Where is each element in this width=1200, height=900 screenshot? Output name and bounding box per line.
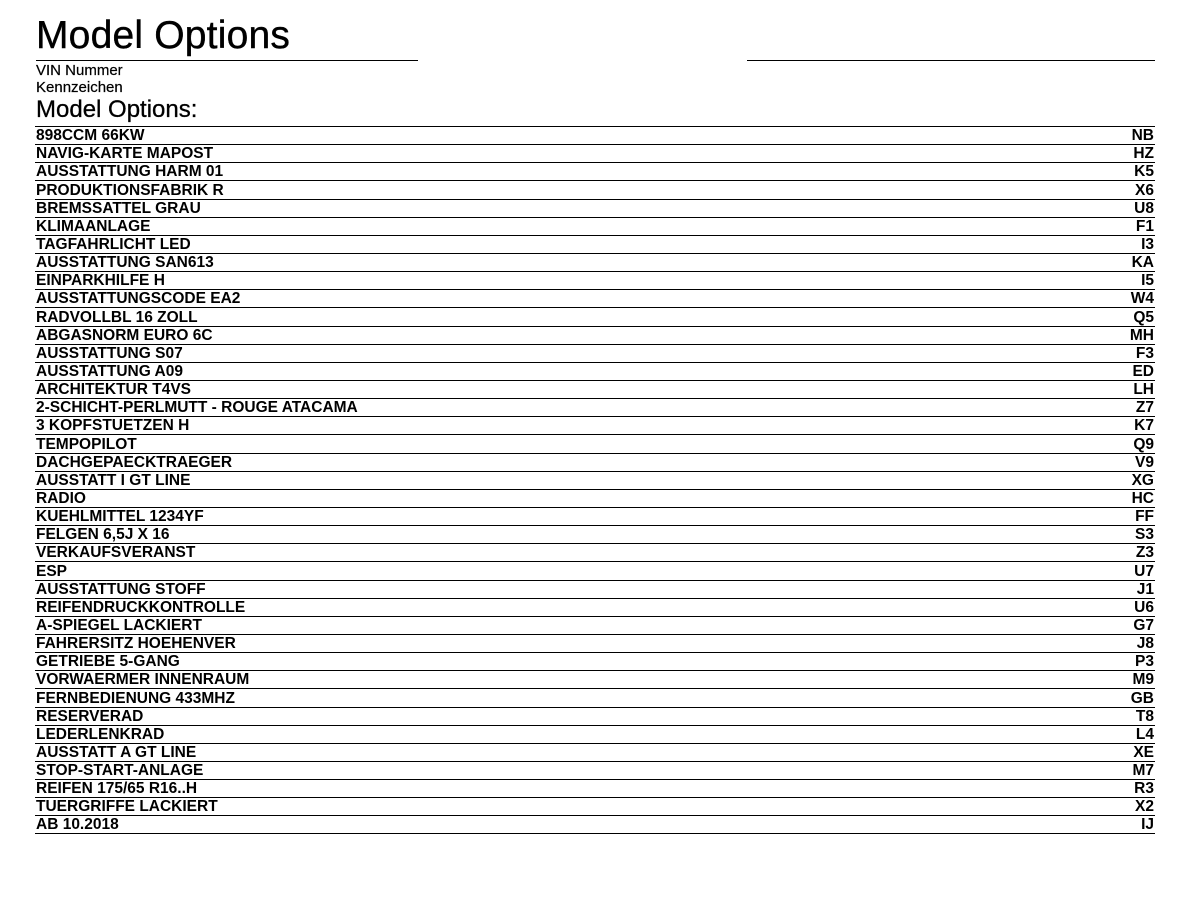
option-code: J1: [1136, 580, 1154, 598]
table-row: [35, 816, 1155, 834]
option-name: AB 10.2018: [36, 816, 119, 834]
table-row: [35, 472, 1155, 490]
option-code: LH: [1133, 381, 1154, 399]
option-name: PRODUKTIONSFABRIK R: [36, 181, 224, 199]
table-row: [35, 581, 1155, 599]
option-name: A-SPIEGEL LACKIERT: [36, 616, 202, 634]
table-row: [35, 163, 1155, 181]
table-row: [35, 290, 1155, 308]
title-underline-left: [36, 60, 418, 61]
option-code: K7: [1134, 417, 1154, 435]
option-name: ESP: [36, 562, 68, 580]
option-code: Q5: [1133, 308, 1154, 326]
option-name: AUSSTATTUNG A09: [36, 362, 183, 380]
table-row: [35, 726, 1155, 744]
option-code: L4: [1135, 725, 1154, 743]
table-row: [35, 635, 1155, 653]
table-row: [35, 363, 1155, 381]
option-code: J8: [1136, 635, 1154, 653]
option-name: VERKAUFSVERANST: [36, 544, 196, 562]
table-row: [35, 780, 1155, 798]
table-row: [35, 526, 1155, 544]
option-name: REIFENDRUCKKONTROLLE: [36, 598, 246, 616]
option-name: AUSSTATTUNG STOFF: [36, 580, 206, 598]
table-row: [35, 544, 1155, 562]
option-name: AUSSTATT A GT LINE: [36, 743, 197, 761]
table-row: [35, 381, 1155, 399]
option-code: FF: [1135, 508, 1154, 526]
option-code: U6: [1134, 598, 1154, 616]
option-name: FERNBEDIENUNG 433MHZ: [36, 689, 235, 707]
option-name: RESERVERAD: [36, 707, 144, 725]
table-row: [35, 181, 1155, 199]
option-code: NB: [1131, 127, 1154, 145]
option-code: U7: [1134, 562, 1154, 580]
option-name: LEDERLENKRAD: [36, 725, 165, 743]
option-code: S3: [1135, 526, 1154, 544]
option-name: TAGFAHRLICHT LED: [36, 235, 191, 253]
table-row: [35, 762, 1155, 780]
page-title: Model Options: [36, 14, 291, 57]
option-code: R3: [1134, 780, 1154, 798]
table-row: [35, 218, 1155, 236]
option-name: FELGEN 6,5J X 16: [36, 526, 170, 544]
option-code: P3: [1135, 653, 1154, 671]
option-name: STOP-START-ANLAGE: [36, 762, 204, 780]
table-row: [35, 617, 1155, 635]
option-code: HC: [1131, 489, 1154, 507]
table-row: [35, 327, 1155, 345]
option-code: XE: [1133, 743, 1154, 761]
options-table: [35, 126, 1155, 834]
option-name: ABGASNORM EURO 6C: [36, 326, 213, 344]
table-row: [35, 345, 1155, 363]
option-code: IJ: [1141, 816, 1154, 834]
option-name: AUSSTATT I GT LINE: [36, 471, 191, 489]
option-name: 3 KOPFSTUETZEN H: [36, 417, 190, 435]
option-name: KUEHLMITTEL 1234YF: [36, 508, 204, 526]
table-row: [35, 671, 1155, 689]
table-row: [35, 490, 1155, 508]
option-code: T8: [1135, 707, 1154, 725]
option-name: TUERGRIFFE LACKIERT: [36, 798, 218, 816]
option-name: RADIO: [36, 489, 86, 507]
table-row: [35, 454, 1155, 472]
table-row: [35, 399, 1155, 417]
option-code: MH: [1129, 326, 1154, 344]
option-code: K5: [1134, 163, 1154, 181]
table-row: [35, 308, 1155, 326]
table-row: [35, 744, 1155, 762]
option-code: Z7: [1135, 399, 1154, 417]
option-code: KA: [1131, 254, 1154, 272]
option-name: AUSSTATTUNGSCODE EA2: [36, 290, 241, 308]
option-name: AUSSTATTUNG SAN613: [36, 254, 214, 272]
option-name: REIFEN 175/65 R16..H: [36, 780, 198, 798]
title-underline-right: [747, 60, 1155, 61]
option-name: FAHRERSITZ HOEHENVER: [36, 635, 236, 653]
option-code: F3: [1135, 344, 1154, 362]
option-code: X6: [1135, 181, 1154, 199]
table-row: [35, 599, 1155, 617]
plate-label: Kennzeichen: [36, 79, 123, 96]
table-row: [35, 508, 1155, 526]
option-name: DACHGEPAECKTRAEGER: [36, 453, 233, 471]
option-name: BREMSSATTEL GRAU: [36, 199, 201, 217]
option-code: W4: [1130, 290, 1154, 308]
option-code: X2: [1135, 798, 1154, 816]
table-row: [35, 272, 1155, 290]
option-name: AUSSTATTUNG S07: [36, 344, 183, 362]
option-code: M7: [1132, 762, 1154, 780]
table-row: [35, 236, 1155, 254]
table-row: [35, 798, 1155, 816]
table-row: [35, 435, 1155, 453]
option-code: Q9: [1133, 435, 1154, 453]
option-code: XG: [1131, 471, 1154, 489]
option-name: ARCHITEKTUR T4VS: [36, 381, 192, 399]
option-name: TEMPOPILOT: [36, 435, 137, 453]
option-name: GETRIEBE 5-GANG: [36, 653, 180, 671]
table-row: [35, 145, 1155, 163]
option-name: 898CCM 66KW: [36, 127, 145, 145]
table-row: [35, 708, 1155, 726]
option-name: VORWAERMER INNENRAUM: [36, 671, 250, 689]
option-code: HZ: [1133, 145, 1154, 163]
option-code: GB: [1130, 689, 1154, 707]
option-name: 2-SCHICHT-PERLMUTT - ROUGE ATACAMA: [36, 399, 358, 417]
option-code: I3: [1141, 235, 1154, 253]
table-row: [35, 254, 1155, 272]
table-row: [35, 200, 1155, 218]
option-name: NAVIG-KARTE MAPOST: [36, 145, 214, 163]
option-code: F1: [1135, 217, 1154, 235]
option-name: RADVOLLBL 16 ZOLL: [36, 308, 198, 326]
table-row: [35, 562, 1155, 580]
table-row: [35, 653, 1155, 671]
table-row: [35, 689, 1155, 707]
option-code: Z3: [1135, 544, 1154, 562]
option-code: G7: [1133, 616, 1154, 634]
option-code: I5: [1141, 272, 1154, 290]
vin-label: VIN Nummer: [36, 62, 123, 79]
option-code: V9: [1135, 453, 1154, 471]
option-code: ED: [1132, 362, 1154, 380]
option-name: EINPARKHILFE H: [36, 272, 165, 290]
option-code: M9: [1132, 671, 1154, 689]
table-row: [35, 417, 1155, 435]
section-title: Model Options:: [36, 96, 198, 123]
table-row: [35, 127, 1155, 145]
option-code: U8: [1134, 199, 1154, 217]
option-name: KLIMAANLAGE: [36, 217, 151, 235]
option-name: AUSSTATTUNG HARM 01: [36, 163, 224, 181]
